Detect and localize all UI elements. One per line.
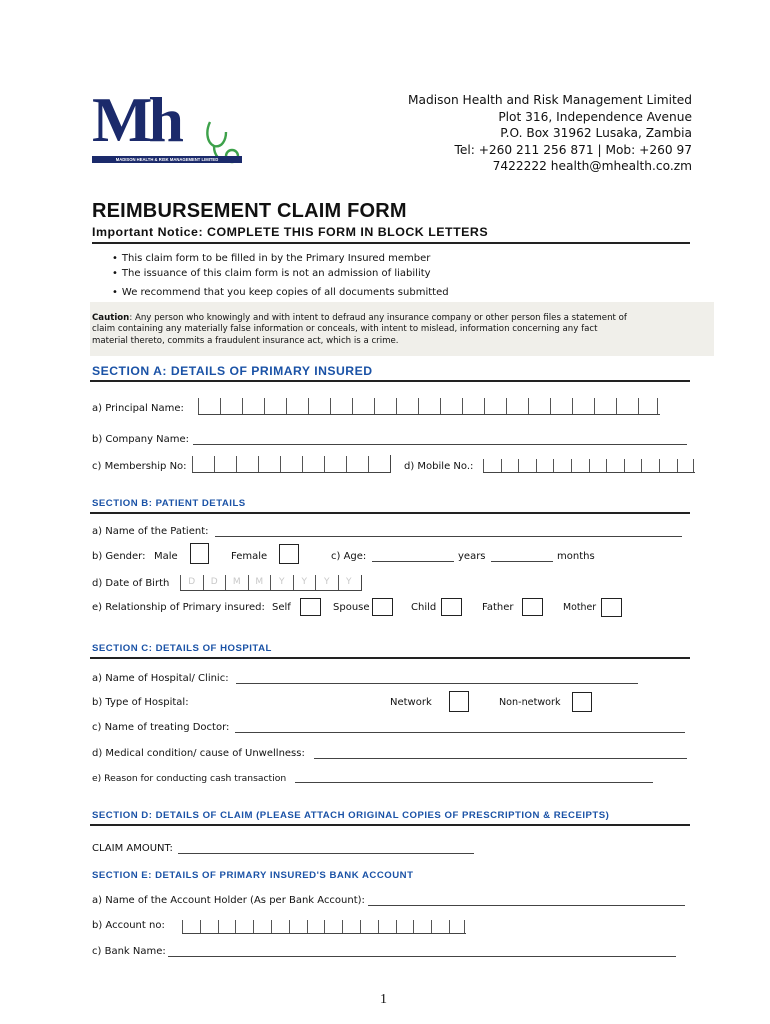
bank-name-field[interactable] (168, 956, 676, 957)
mobile-no-label: d) Mobile No.: (404, 461, 474, 472)
claim-amount-field[interactable] (178, 853, 474, 854)
patient-name-field[interactable] (215, 536, 682, 537)
section-b-divider (90, 512, 690, 514)
account-holder-label: a) Name of the Account Holder (As per Bank Account): (92, 895, 365, 906)
relationship-child-label: Child (411, 602, 437, 613)
dob-cell: D (203, 575, 226, 590)
section-e-title: SECTION E: DETAILS OF PRIMARY INSURED'S BANK ACCOUNT (92, 870, 414, 881)
bullet-item: • This claim form to be filled in by the Primary Insured member (112, 253, 431, 264)
principal-name-label: a) Principal Name: (92, 403, 184, 414)
dob-cell: M (248, 575, 271, 590)
company-address (408, 92, 692, 175)
caution-label: Caution (92, 313, 130, 323)
section-a-title: SECTION A: DETAILS OF PRIMARY INSURED (92, 364, 373, 378)
company-logo (92, 84, 244, 166)
principal-name-boxes[interactable] (198, 396, 660, 415)
account-no-label: b) Account no: (92, 920, 165, 931)
address-line-2: P.O. Box 31962 Lusaka, Zambia (500, 126, 692, 140)
claim-amount-label: CLAIM AMOUNT: (92, 843, 173, 854)
gender-male-checkbox[interactable] (190, 543, 209, 564)
relationship-spouse-checkbox[interactable] (372, 598, 393, 616)
relationship-label: e) Relationship of Primary insured: (92, 602, 265, 613)
caution-text: : Any person who knowingly and with intent to defraud any insurance company or other person files a statement of (129, 313, 627, 323)
doctor-name-label: c) Name of treating Doctor: (92, 722, 230, 733)
section-c-title: SECTION C: DETAILS OF HOSPITAL (92, 643, 272, 654)
company-name-field[interactable] (193, 444, 687, 445)
dob-cell: Y (315, 575, 338, 590)
network-checkbox[interactable] (449, 691, 469, 712)
caution-box (90, 302, 714, 356)
relationship-self-checkbox[interactable] (300, 598, 321, 616)
notice-divider (92, 242, 690, 244)
dob-label: d) Date of Birth (92, 578, 170, 589)
cash-reason-field[interactable] (295, 782, 653, 783)
dob-boxes[interactable] (180, 575, 362, 591)
medical-condition-label: d) Medical condition/ cause of Unwellness: (92, 748, 305, 759)
age-years-label: years (458, 551, 486, 562)
hospital-name-label: a) Name of Hospital/ Clinic: (92, 673, 229, 684)
section-b-title: SECTION B: PATIENT DETAILS (92, 498, 246, 509)
gender-female-checkbox[interactable] (279, 544, 299, 564)
relationship-mother-label: Mother (563, 602, 597, 613)
relationship-spouse-label: Spouse (333, 602, 370, 613)
bullet-item: • The issuance of this claim form is not an admission of liability (112, 268, 431, 279)
logo-subtext: MADISON HEALTH & RISK MANAGEMENT LIMITED (92, 156, 242, 163)
account-no-boxes[interactable] (182, 918, 466, 934)
patient-name-label: a) Name of the Patient: (92, 526, 209, 537)
hospital-type-label: b) Type of Hospital: (92, 697, 189, 708)
caution-text: claim containing any materially false information or conceals, with intent to mislead, information concerning any fact (92, 324, 598, 335)
account-holder-field[interactable] (368, 905, 685, 906)
relationship-child-checkbox[interactable] (441, 598, 462, 616)
section-c-divider (90, 657, 690, 659)
relationship-father-checkbox[interactable] (522, 598, 543, 616)
dob-cell: Y (338, 575, 360, 590)
doctor-name-field[interactable] (235, 732, 685, 733)
relationship-mother-checkbox[interactable] (601, 598, 622, 617)
bank-name-label: c) Bank Name: (92, 946, 166, 957)
address-line-1: Plot 316, Independence Avenue (498, 109, 692, 124)
cash-reason-label: e) Reason for conducting cash transaction (92, 773, 287, 784)
dob-cell: Y (293, 575, 316, 590)
phone-email-line: 7422222 health@mhealth.co.zm (492, 159, 692, 173)
age-label: c) Age: (331, 551, 367, 562)
form-title: REIMBURSEMENT CLAIM FORM (92, 200, 407, 222)
non-network-label: Non-network (499, 697, 561, 708)
age-months-label: months (557, 551, 595, 562)
gender-label: b) Gender: (92, 551, 146, 562)
logo-mark: Mh (92, 84, 180, 155)
phone-line: Tel: +260 211 256 871 | Mob: +260 97 (454, 142, 692, 157)
bullet-item: • We recommend that you keep copies of all documents submitted (112, 287, 449, 298)
relationship-father-label: Father (482, 602, 514, 613)
dob-cell: M (225, 575, 248, 590)
hospital-name-field[interactable] (236, 683, 638, 684)
age-months-field[interactable] (491, 561, 553, 562)
section-d-title: SECTION D: DETAILS OF CLAIM (PLEASE ATTACH ORIGINAL COPIES OF PRESCRIPTION & RECEIPTS) (92, 810, 610, 821)
caution-text: material thereto, commits a fraudulent insurance act, which is a crime. (92, 335, 399, 346)
non-network-checkbox[interactable] (572, 692, 592, 712)
company-name: Madison Health and Risk Management Limited (408, 93, 692, 107)
membership-no-label: c) Membership No: (92, 461, 187, 472)
dob-cell: D (180, 575, 203, 590)
section-a-divider (90, 380, 690, 382)
important-notice: Important Notice: COMPLETE THIS FORM IN BLOCK LETTERS (92, 225, 489, 239)
mobile-no-boxes[interactable] (483, 457, 695, 473)
relationship-self-label: Self (272, 602, 291, 613)
company-name-label: b) Company Name: (92, 434, 190, 445)
dob-cell: Y (270, 575, 293, 590)
gender-female-label: Female (231, 551, 268, 562)
medical-condition-field[interactable] (314, 758, 687, 759)
section-d-divider (90, 824, 690, 826)
page-number: 1 (380, 992, 387, 1007)
network-label: Network (390, 697, 432, 708)
age-years-field[interactable] (372, 561, 454, 562)
gender-male-label: Male (154, 551, 178, 562)
membership-no-boxes[interactable] (192, 455, 391, 473)
